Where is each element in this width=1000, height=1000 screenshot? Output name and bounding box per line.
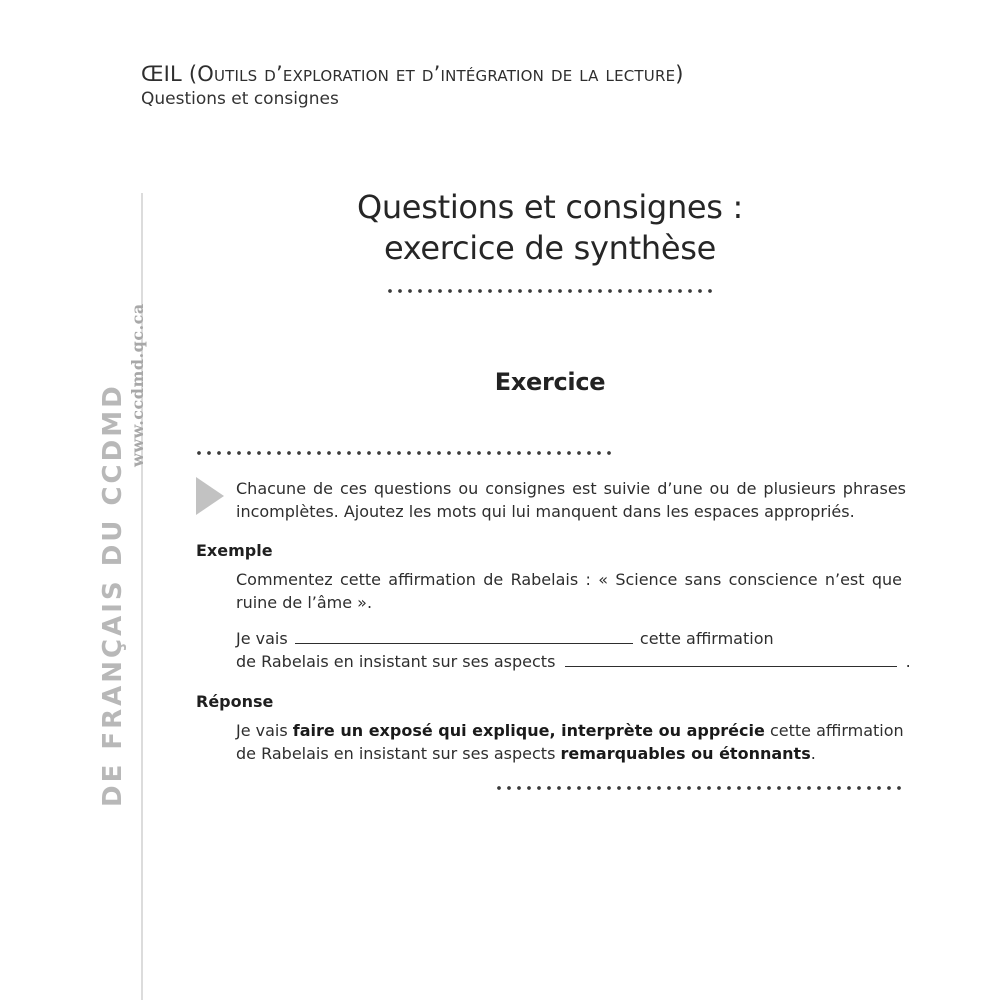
header-title: ŒIL (Outils d’exploration et d’intégration de la lecture) [141,62,684,86]
answer-blank-2 [565,651,897,667]
exercise-heading: Exercice [494,368,606,396]
answer-bold-2: remarquables ou étonnants [560,744,811,763]
answer-text [236,719,906,765]
page-title [300,187,800,269]
fill-line-1-start: Je vais [236,629,288,648]
answer-blank-1 [295,628,633,644]
running-header [141,62,684,110]
example-label: Exemple [196,541,273,560]
play-arrow-icon [196,477,224,515]
page-title-line-1: Questions et consignes : [356,188,744,226]
answer-label: Réponse [196,692,274,711]
answer-part-2: cette affirmation de Rabelais en insistant sur ses aspects [236,721,904,763]
answer-bold-1: faire un exposé qui explique, interprète ou apprécie [292,721,765,740]
fill-line-1-end: cette affirmation [639,629,774,648]
answer-part-3: . [810,744,816,763]
exercise-instructions: Chacune de ces questions ou consignes est suivie d’une ou de plusieurs phrases incomplètes. Ajoutez les mots qui lui manquent dans les espaces appropriés. [236,479,906,521]
page-title-line-2: exercice de synthèse [383,228,717,267]
title-dotted-divider [385,289,715,293]
answer-part-1: Je vais [236,721,293,740]
fill-line-2-start: de Rabelais en insistant sur ses aspects [236,652,556,671]
fill-line-2-end: . [905,652,911,671]
side-url-text: www.ccdmd.qc.ca [128,303,147,467]
side-brand-text: DE FRANÇAIS DU CCDMD [98,383,128,807]
exercise-dotted-divider [194,451,614,455]
header-subtitle: Questions et consignes [141,89,339,110]
example-fill-line-2 [236,650,911,673]
example-prompt: Commentez cette affirmation de Rabelais : « Science sans conscience n’est que ruine de l’âme ». [236,570,902,612]
example-fill-line-1 [236,627,906,650]
end-dotted-divider [494,786,904,790]
